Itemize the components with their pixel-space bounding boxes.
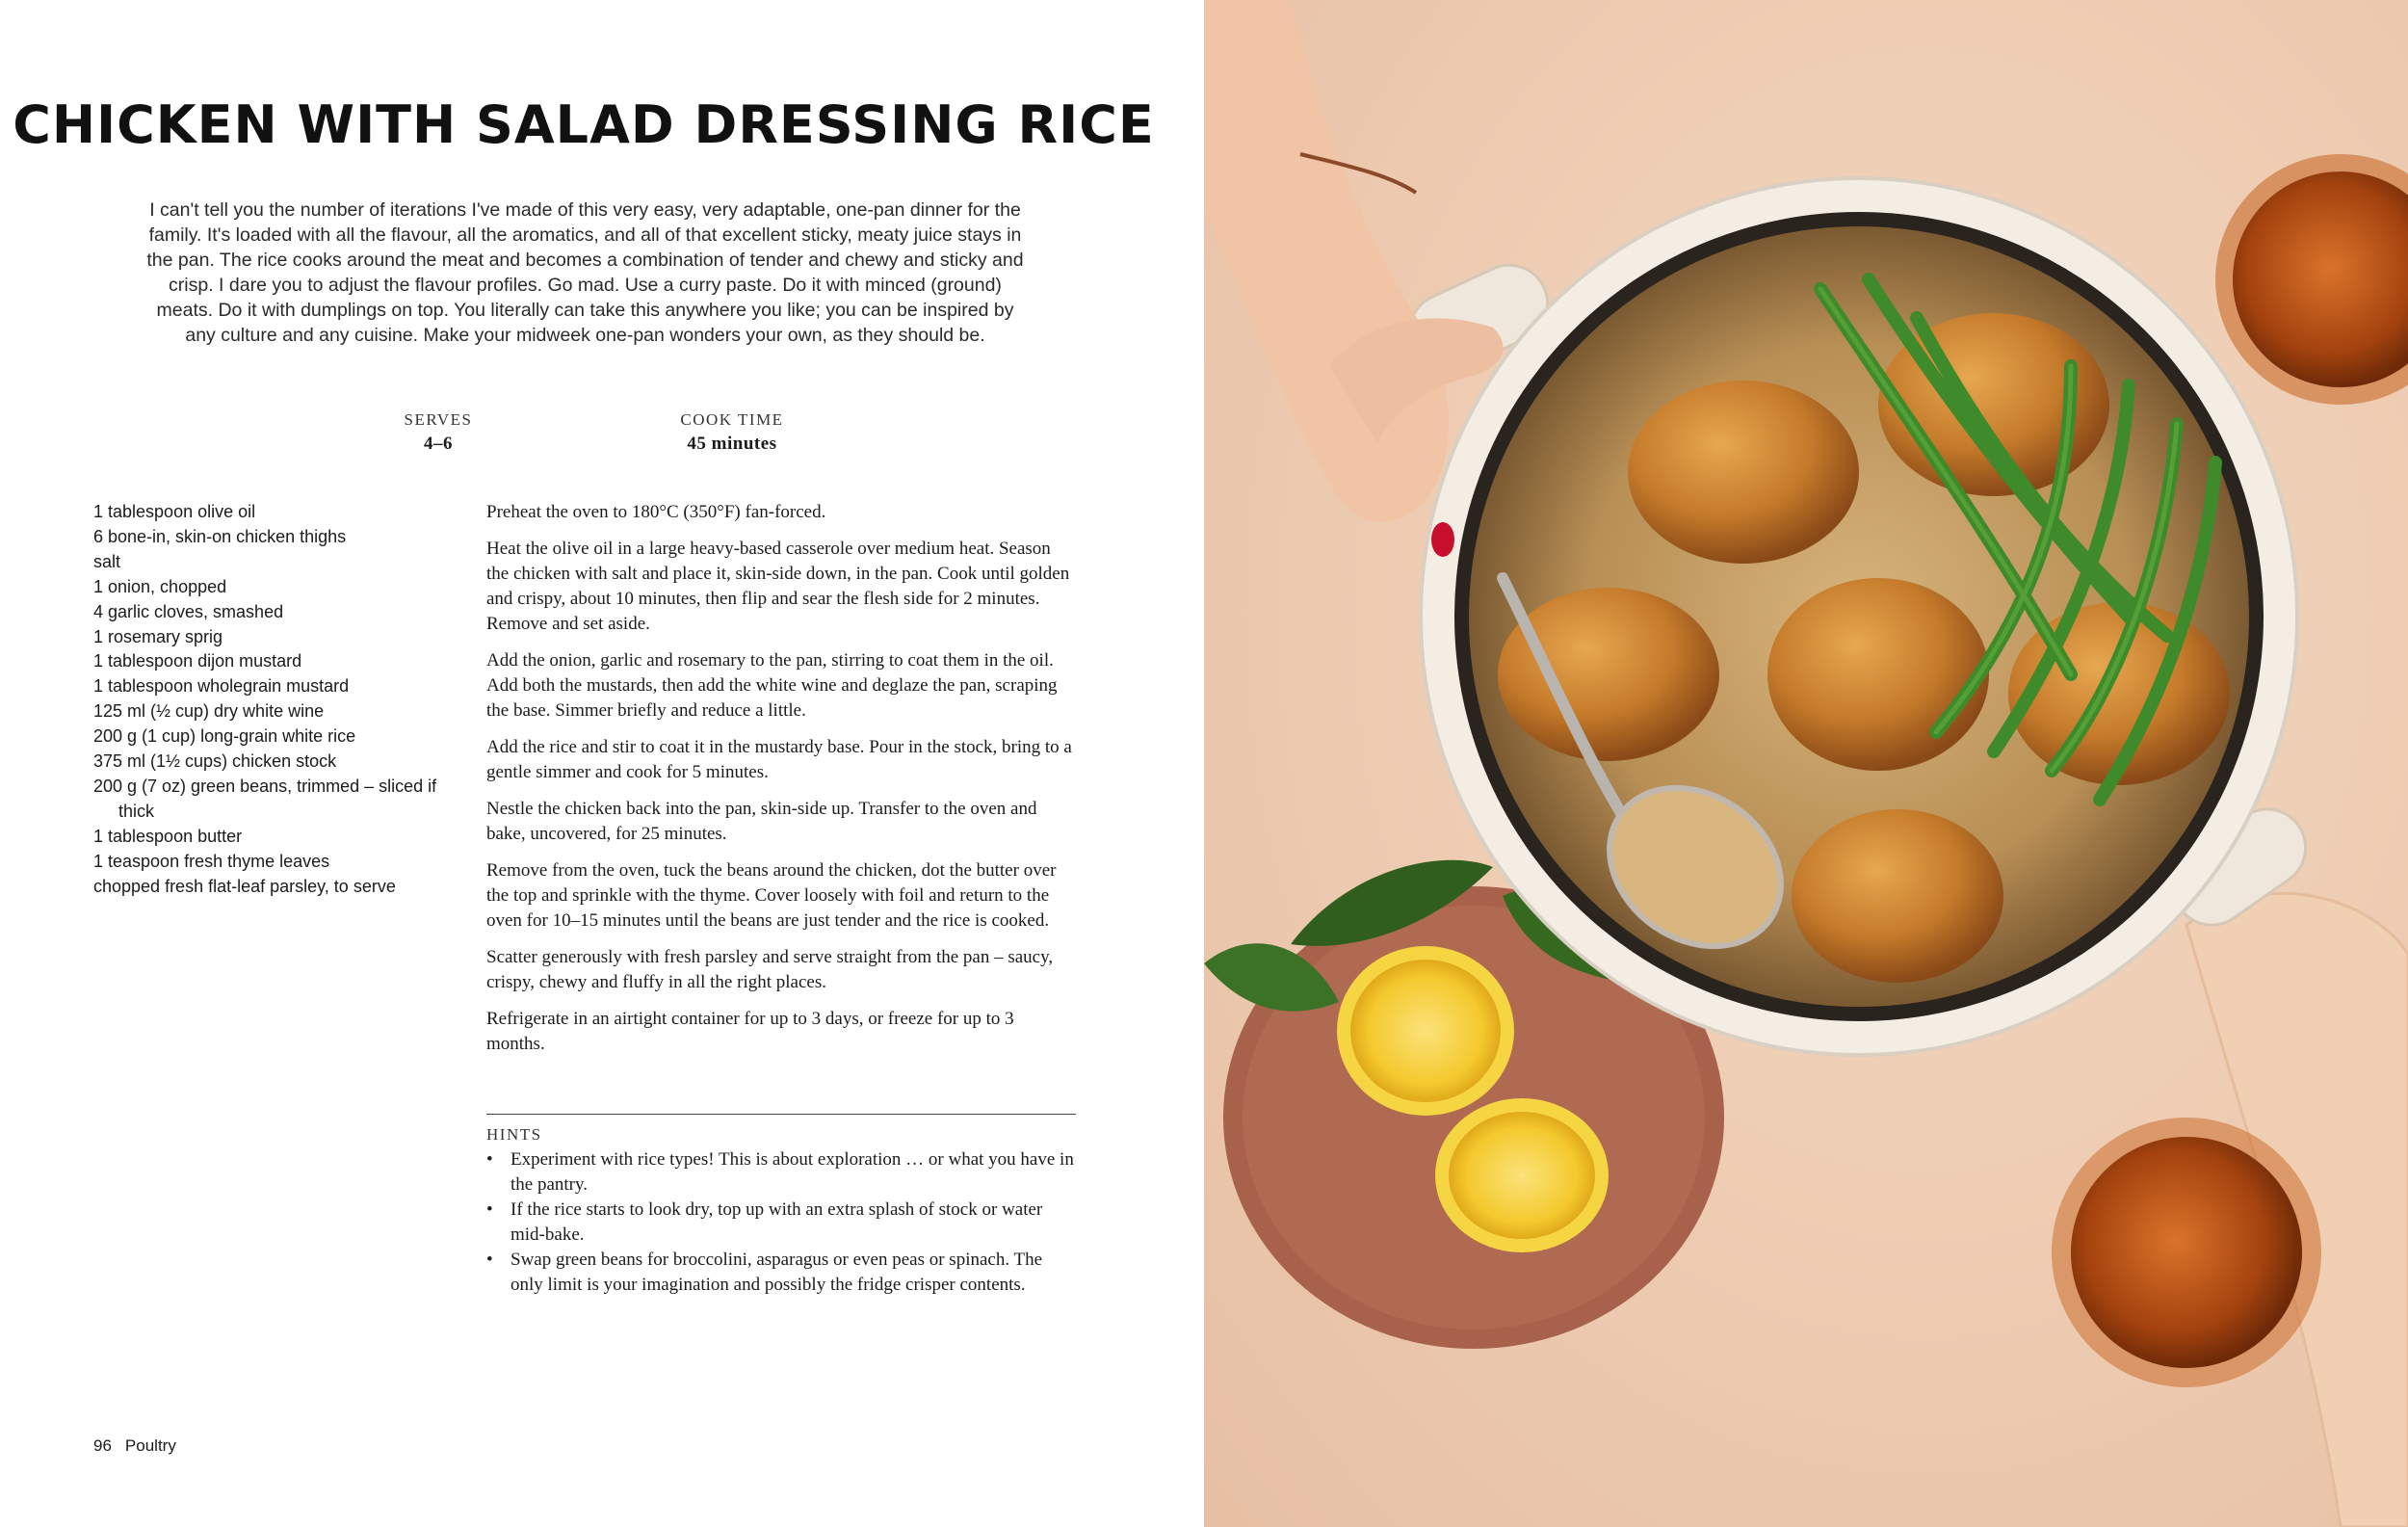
ingredients-list	[93, 500, 459, 900]
ingredient-item: 1 teaspoon fresh thyme leaves	[93, 851, 330, 871]
ingredient-item: 6 bone-in, skin-on chicken thighs	[93, 526, 347, 546]
food-photo	[1204, 0, 2408, 1527]
bullet-icon: •	[486, 1149, 493, 1170]
method-step: Heat the olive oil in a large heavy-based casserole over medium heat. Season the chicken with salt and place it, skin-side down, in the pan. Cook until golden and crispy, about 10 minutes, then flip and sear the flesh side for 2 minutes. Remove and set aside.	[486, 539, 1070, 634]
method-step: Scatter generously with fresh parsley and serve straight from the pan – saucy, crispy, chewy and fluffy in all the right places.	[486, 947, 1054, 992]
serves-block	[366, 410, 510, 455]
method-step: Refrigerate in an airtight container for up to 3 days, or freeze for up to 3 months.	[486, 1009, 1014, 1054]
ingredient-item: 4 garlic cloves, smashed	[93, 601, 284, 621]
page-footer	[93, 1436, 176, 1456]
method-step: Remove from the oven, tuck the beans around the chicken, dot the butter over the top and sprinkle with the thyme. Cover loosely with foil and return to the oven for 10–15 minutes until the beans are just tender and the rice is cooked.	[486, 860, 1057, 931]
chicken-thigh	[1792, 809, 2003, 983]
recipe-title: CHICKEN WITH SALAD DRESSING RICE	[13, 94, 1155, 155]
cook-time-value: 45 minutes	[687, 434, 777, 454]
ingredient-item: 1 rosemary sprig	[93, 626, 223, 646]
ingredient-item: 1 tablespoon butter	[93, 826, 243, 846]
hint-item	[486, 1198, 1076, 1248]
hint-item	[486, 1248, 1076, 1298]
ingredient-item: salt	[93, 551, 121, 571]
method-step: Add the rice and stir to coat it in the mustardy base. Pour in the stock, bring to a gentle simmer and cook for 5 minutes.	[486, 737, 1072, 782]
cook-time-block	[655, 410, 809, 455]
hints-label: HINTS	[486, 1125, 542, 1144]
food-photo-page	[1204, 0, 2408, 1527]
hints-section	[486, 1114, 1076, 1298]
page-number: 96	[93, 1436, 112, 1455]
bullet-icon: •	[486, 1199, 493, 1220]
hint-text: Experiment with rice types! This is about exploration … or what you have in the pantry.	[510, 1149, 1074, 1195]
ingredient-item: 200 g (7 oz) green beans, trimmed – sliced if thick	[93, 776, 437, 821]
ingredient-item: 1 tablespoon dijon mustard	[93, 651, 302, 671]
ingredient-item: 1 tablespoon olive oil	[93, 502, 256, 521]
method-step: Add the onion, garlic and rosemary to the pan, stirring to coat them in the oil. Add both the mustards, then add the white wine and deglaze the pan, scraping the base. Simmer briefly and reduce a little.	[486, 650, 1058, 721]
chicken-thigh	[1628, 381, 1859, 564]
method-step: Nestle the chicken back into the pan, skin-side up. Transfer to the oven and bake, uncovered, for 25 minutes.	[486, 799, 1037, 844]
ingredient-item: 125 ml (½ cup) dry white wine	[93, 701, 325, 722]
hint-text: If the rice starts to look dry, top up with an extra splash of stock or water mid-bake.	[510, 1199, 1043, 1245]
serves-label: SERVES	[404, 410, 473, 429]
hints-list	[486, 1147, 1076, 1298]
ingredient-item: 1 onion, chopped	[93, 576, 227, 596]
section-name: Poultry	[124, 1436, 176, 1455]
recipe-intro: I can't tell you the number of iterations I've made of this very easy, very adaptable, one-pan dinner for the family. It's loaded with all the flavour, all the aromatics, and all of that excellent sticky, meaty juice stays in the pan. The rice cooks around the meat and becomes a combination of tender and chewy and sticky and crisp. I dare you to adjust the flavour profiles. Go mad. Use a curry paste. Do it with minced (ground) meats. Do it with dumplings on top. You literally can take this anywhere you like; you can be inspired by any culture and any cuisine. Make your midweek one-pan wonders your own, as they should be.	[146, 199, 1024, 346]
ingredient-item: 375 ml (1½ cups) chicken stock	[93, 751, 337, 772]
method-step: Preheat the oven to 180°C (350°F) fan-forced.	[486, 502, 826, 522]
chicken-thigh	[1767, 578, 1989, 771]
method-steps	[486, 500, 1076, 1068]
serves-value: 4–6	[424, 434, 453, 454]
cook-time-label: COOK TIME	[680, 410, 784, 429]
chicken-thigh	[1498, 588, 1719, 761]
ingredient-item: 1 tablespoon wholegrain mustard	[93, 676, 350, 697]
ingredient-item: chopped fresh flat-leaf parsley, to serve	[93, 876, 396, 896]
hint-item	[486, 1147, 1076, 1198]
hint-text: Swap green beans for broccolini, asparagus or even peas or spinach. The only limit is your imagination and possibly the fridge crisper contents.	[510, 1250, 1043, 1295]
ingredient-item: 200 g (1 cup) long-grain white rice	[93, 726, 356, 747]
bullet-icon: •	[486, 1250, 493, 1270]
painted-nail	[1431, 522, 1454, 557]
